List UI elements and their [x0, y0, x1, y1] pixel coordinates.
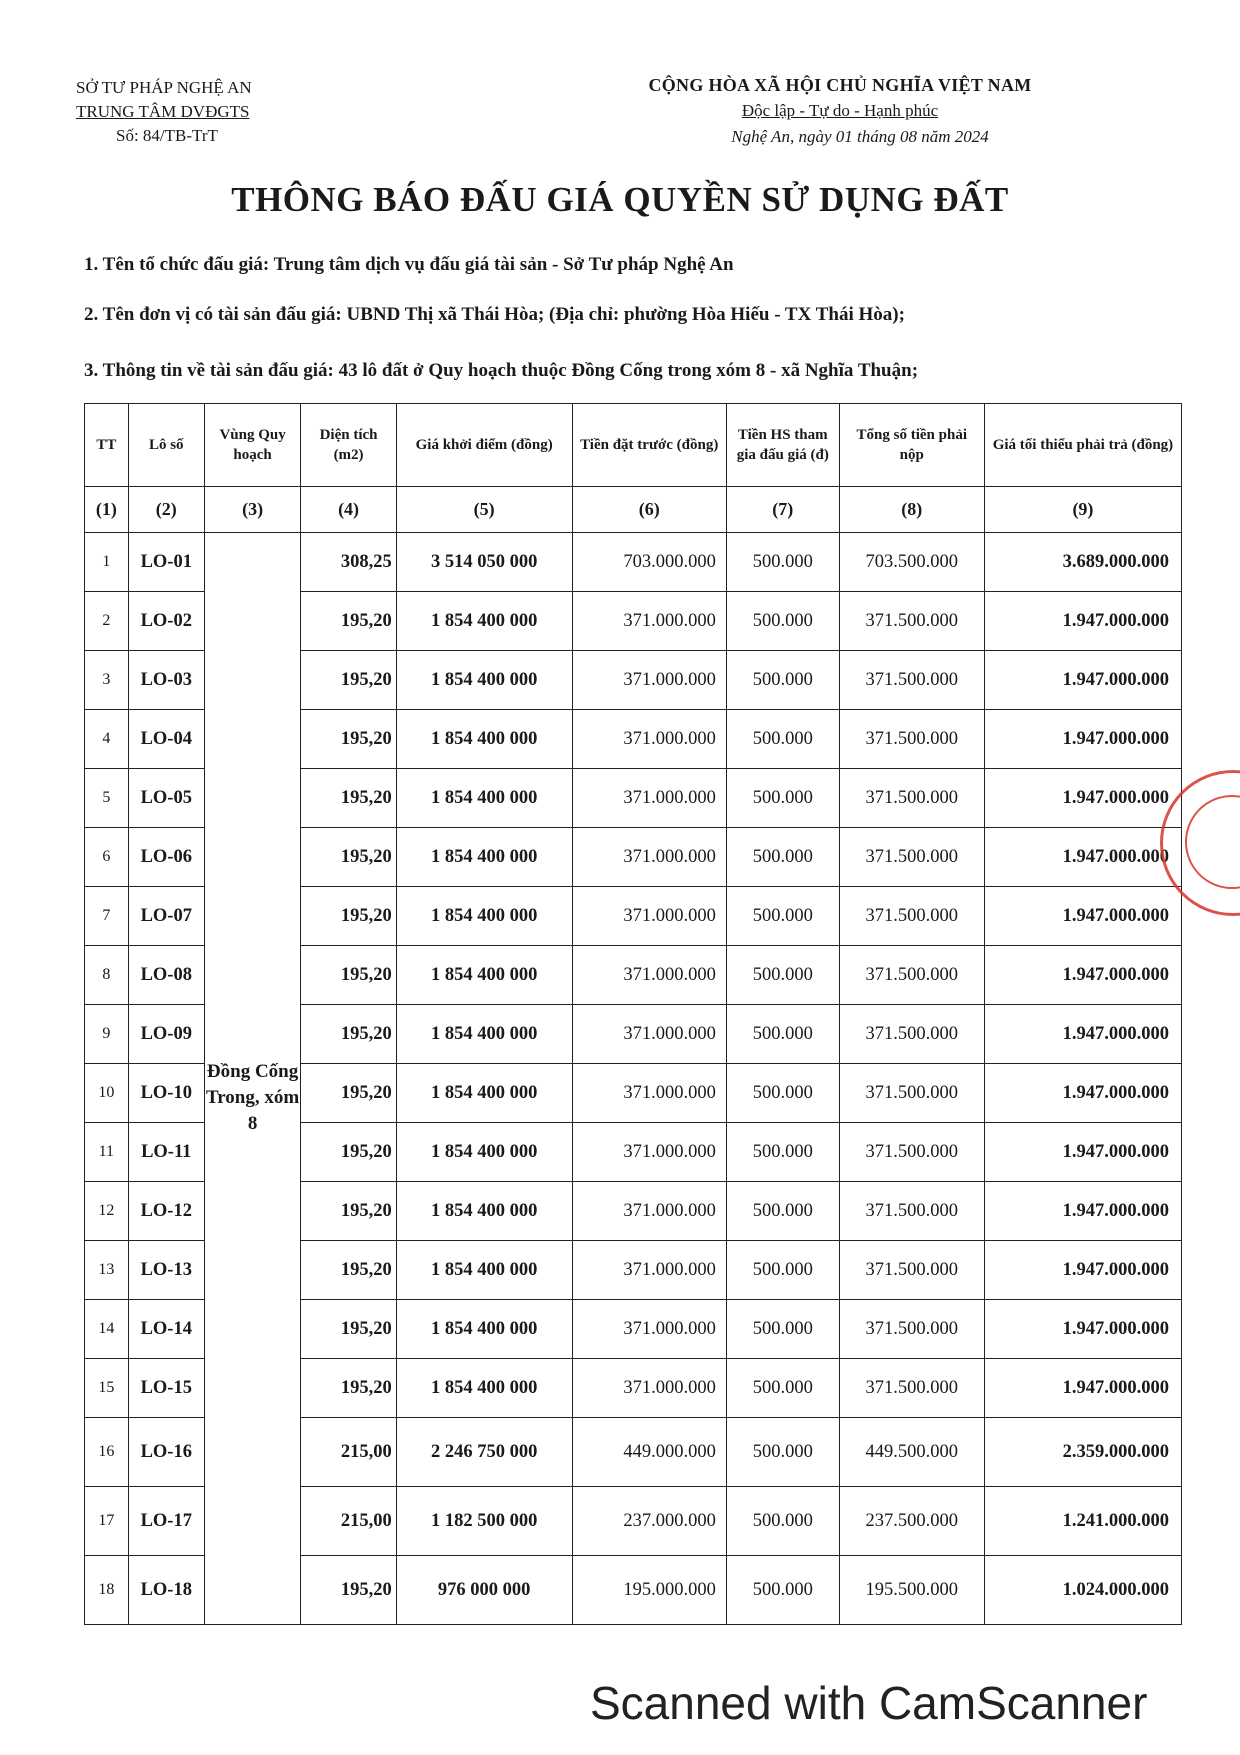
cell-min-price: 1.947.000.000 — [984, 1005, 1181, 1064]
cell-start-price: 3 514 050 000 — [396, 533, 572, 592]
info-line-2: 2. Tên đơn vị có tài sản đấu giá: UBND Thị xã Thái Hòa; (Địa chỉ: phường Hòa Hiếu - TX Thái Hòa); — [84, 304, 905, 325]
cell-fee: 500.000 — [726, 710, 839, 769]
cell-start-price: 1 854 400 000 — [396, 710, 572, 769]
cell-total: 371.500.000 — [839, 887, 984, 946]
cell-total: 371.500.000 — [839, 1241, 984, 1300]
cell-zone: Đồng Cống Trong, xóm 8 — [204, 533, 300, 1625]
cell-lot: LO-13 — [128, 1241, 204, 1300]
header-min-price: Giá tối thiểu phải trả (đồng) — [984, 404, 1181, 487]
cell-tt: 9 — [85, 1005, 129, 1064]
cell-area: 195,20 — [301, 1123, 396, 1182]
cell-lot: LO-15 — [128, 1359, 204, 1418]
cell-fee: 500.000 — [726, 769, 839, 828]
cell-total: 237.500.000 — [839, 1487, 984, 1556]
cell-tt: 10 — [85, 1064, 129, 1123]
cell-deposit: 371.000.000 — [572, 1064, 726, 1123]
cell-min-price: 1.947.000.000 — [984, 1241, 1181, 1300]
colnum-9: (9) — [984, 487, 1181, 533]
cell-area: 195,20 — [301, 887, 396, 946]
cell-area: 215,00 — [301, 1487, 396, 1556]
auction-table — [84, 403, 1182, 1625]
cell-lot: LO-12 — [128, 1182, 204, 1241]
cell-fee: 500.000 — [726, 1359, 839, 1418]
cell-lot: LO-06 — [128, 828, 204, 887]
cell-tt: 7 — [85, 887, 129, 946]
cell-start-price: 1 182 500 000 — [396, 1487, 572, 1556]
cell-total: 195.500.000 — [839, 1556, 984, 1625]
cell-lot: LO-02 — [128, 592, 204, 651]
cell-fee: 500.000 — [726, 1300, 839, 1359]
document-number: Số: 84/TB-TrT — [116, 126, 218, 145]
cell-tt: 14 — [85, 1300, 129, 1359]
cell-start-price: 2 246 750 000 — [396, 1418, 572, 1487]
cell-deposit: 371.000.000 — [572, 1182, 726, 1241]
cell-fee: 500.000 — [726, 1123, 839, 1182]
cell-area: 195,20 — [301, 1556, 396, 1625]
cell-tt: 11 — [85, 1123, 129, 1182]
agency-header — [76, 76, 306, 148]
cell-deposit: 371.000.000 — [572, 1359, 726, 1418]
cell-deposit: 371.000.000 — [572, 1123, 726, 1182]
cell-fee: 500.000 — [726, 592, 839, 651]
cell-tt: 6 — [85, 828, 129, 887]
cell-deposit: 371.000.000 — [572, 1241, 726, 1300]
header-fee: Tiền HS tham gia đấu giá (đ) — [726, 404, 839, 487]
info-line-1: 1. Tên tổ chức đấu giá: Trung tâm dịch vụ đấu giá tài sản - Sở Tư pháp Nghệ An — [84, 254, 734, 275]
cell-area: 195,20 — [301, 946, 396, 1005]
cell-area: 308,25 — [301, 533, 396, 592]
cell-deposit: 195.000.000 — [572, 1556, 726, 1625]
cell-min-price: 3.689.000.000 — [984, 533, 1181, 592]
cell-area: 195,20 — [301, 651, 396, 710]
cell-min-price: 1.947.000.000 — [984, 1064, 1181, 1123]
header-tt: TT — [85, 404, 129, 487]
cell-lot: LO-01 — [128, 533, 204, 592]
cell-lot: LO-07 — [128, 887, 204, 946]
cell-area: 195,20 — [301, 592, 396, 651]
cell-total: 371.500.000 — [839, 769, 984, 828]
cell-start-price: 1 854 400 000 — [396, 1064, 572, 1123]
nation-name: CỘNG HÒA XÃ HỘI CHỦ NGHĨA VIỆT NAM — [648, 75, 1032, 95]
cell-min-price: 2.359.000.000 — [984, 1418, 1181, 1487]
cell-area: 195,20 — [301, 828, 396, 887]
cell-tt: 3 — [85, 651, 129, 710]
agency-line-1: SỞ TƯ PHÁP NGHỆ AN — [76, 78, 252, 97]
cell-fee: 500.000 — [726, 1182, 839, 1241]
cell-area: 195,20 — [301, 1241, 396, 1300]
cell-area: 195,20 — [301, 1064, 396, 1123]
seal-inner-ring — [1185, 795, 1240, 889]
cell-fee: 500.000 — [726, 1556, 839, 1625]
cell-start-price: 1 854 400 000 — [396, 592, 572, 651]
scanner-watermark: Scanned with CamScanner — [590, 1677, 1148, 1729]
cell-total: 371.500.000 — [839, 946, 984, 1005]
cell-min-price: 1.947.000.000 — [984, 769, 1181, 828]
document-title: THÔNG BÁO ĐẤU GIÁ QUYỀN SỬ DỤNG ĐẤT — [231, 180, 1009, 219]
cell-min-price: 1.947.000.000 — [984, 1359, 1181, 1418]
cell-total: 371.500.000 — [839, 592, 984, 651]
cell-tt: 8 — [85, 946, 129, 1005]
nation-header — [580, 72, 1100, 150]
national-motto: Độc lập - Tự do - Hạnh phúc — [741, 101, 939, 120]
cell-area: 215,00 — [301, 1418, 396, 1487]
cell-lot: LO-10 — [128, 1064, 204, 1123]
cell-total: 371.500.000 — [839, 651, 984, 710]
cell-total: 371.500.000 — [839, 1359, 984, 1418]
cell-lot: LO-17 — [128, 1487, 204, 1556]
cell-area: 195,20 — [301, 710, 396, 769]
cell-fee: 500.000 — [726, 651, 839, 710]
cell-deposit: 449.000.000 — [572, 1418, 726, 1487]
cell-area: 195,20 — [301, 1005, 396, 1064]
cell-tt: 15 — [85, 1359, 129, 1418]
cell-deposit: 371.000.000 — [572, 651, 726, 710]
cell-lot: LO-04 — [128, 710, 204, 769]
cell-lot: LO-05 — [128, 769, 204, 828]
cell-tt: 1 — [85, 533, 129, 592]
cell-total: 371.500.000 — [839, 1300, 984, 1359]
cell-lot: LO-08 — [128, 946, 204, 1005]
cell-min-price: 1.947.000.000 — [984, 828, 1181, 887]
cell-start-price: 1 854 400 000 — [396, 1182, 572, 1241]
cell-total: 371.500.000 — [839, 1064, 984, 1123]
cell-area: 195,20 — [301, 1182, 396, 1241]
cell-min-price: 1.024.000.000 — [984, 1556, 1181, 1625]
header-start-price: Giá khởi điểm (đồng) — [396, 404, 572, 487]
cell-area: 195,20 — [301, 769, 396, 828]
cell-start-price: 1 854 400 000 — [396, 946, 572, 1005]
header-area: Diện tích (m2) — [301, 404, 396, 487]
document-date: Nghệ An, ngày 01 tháng 08 năm 2024 — [731, 127, 989, 146]
cell-start-price: 1 854 400 000 — [396, 769, 572, 828]
cell-tt: 2 — [85, 592, 129, 651]
cell-tt: 4 — [85, 710, 129, 769]
cell-tt: 5 — [85, 769, 129, 828]
cell-fee: 500.000 — [726, 887, 839, 946]
cell-min-price: 1.947.000.000 — [984, 651, 1181, 710]
cell-total: 371.500.000 — [839, 710, 984, 769]
info-line-3: 3. Thông tin về tài sản đấu giá: 43 lô đất ở Quy hoạch thuộc Đồng Cống trong xóm 8 - xã Nghĩa Thuận; — [84, 360, 919, 381]
cell-deposit: 237.000.000 — [572, 1487, 726, 1556]
cell-fee: 500.000 — [726, 828, 839, 887]
cell-min-price: 1.947.000.000 — [984, 710, 1181, 769]
cell-deposit: 371.000.000 — [572, 592, 726, 651]
cell-total: 449.500.000 — [839, 1418, 984, 1487]
header-zone: Vùng Quy hoạch — [204, 404, 300, 487]
colnum-4: (4) — [301, 487, 396, 533]
cell-start-price: 1 854 400 000 — [396, 1300, 572, 1359]
cell-tt: 17 — [85, 1487, 129, 1556]
cell-lot: LO-16 — [128, 1418, 204, 1487]
cell-deposit: 371.000.000 — [572, 887, 726, 946]
cell-min-price: 1.947.000.000 — [984, 887, 1181, 946]
header-total: Tổng số tiền phải nộp — [839, 404, 984, 487]
colnum-7: (7) — [726, 487, 839, 533]
cell-fee: 500.000 — [726, 1241, 839, 1300]
cell-min-price: 1.947.000.000 — [984, 946, 1181, 1005]
cell-tt: 16 — [85, 1418, 129, 1487]
colnum-5: (5) — [396, 487, 572, 533]
table-header-row — [85, 404, 1182, 487]
cell-start-price: 1 854 400 000 — [396, 1241, 572, 1300]
cell-lot: LO-18 — [128, 1556, 204, 1625]
cell-min-price: 1.947.000.000 — [984, 1300, 1181, 1359]
cell-total: 371.500.000 — [839, 1005, 984, 1064]
cell-min-price: 1.947.000.000 — [984, 1182, 1181, 1241]
cell-area: 195,20 — [301, 1359, 396, 1418]
cell-tt: 13 — [85, 1241, 129, 1300]
header-deposit: Tiền đặt trước (đồng) — [572, 404, 726, 487]
cell-fee: 500.000 — [726, 1487, 839, 1556]
cell-start-price: 1 854 400 000 — [396, 1005, 572, 1064]
agency-line-2: TRUNG TÂM DVĐGTS — [76, 102, 250, 121]
cell-start-price: 1 854 400 000 — [396, 828, 572, 887]
colnum-6: (6) — [572, 487, 726, 533]
cell-total: 371.500.000 — [839, 1123, 984, 1182]
cell-start-price: 976 000 000 — [396, 1556, 572, 1625]
cell-fee: 500.000 — [726, 1005, 839, 1064]
cell-fee: 500.000 — [726, 1418, 839, 1487]
colnum-1: (1) — [85, 487, 129, 533]
cell-lot: LO-11 — [128, 1123, 204, 1182]
cell-min-price: 1.947.000.000 — [984, 592, 1181, 651]
cell-deposit: 371.000.000 — [572, 769, 726, 828]
cell-deposit: 703.000.000 — [572, 533, 726, 592]
cell-tt: 12 — [85, 1182, 129, 1241]
cell-start-price: 1 854 400 000 — [396, 1123, 572, 1182]
cell-min-price: 1.947.000.000 — [984, 1123, 1181, 1182]
cell-lot: LO-03 — [128, 651, 204, 710]
cell-lot: LO-09 — [128, 1005, 204, 1064]
header-lot: Lô số — [128, 404, 204, 487]
cell-fee: 500.000 — [726, 1064, 839, 1123]
cell-deposit: 371.000.000 — [572, 946, 726, 1005]
cell-deposit: 371.000.000 — [572, 710, 726, 769]
cell-fee: 500.000 — [726, 533, 839, 592]
table-body — [85, 533, 1182, 1625]
cell-total: 371.500.000 — [839, 1182, 984, 1241]
cell-tt: 18 — [85, 1556, 129, 1625]
colnum-3: (3) — [204, 487, 300, 533]
cell-start-price: 1 854 400 000 — [396, 1359, 572, 1418]
cell-deposit: 371.000.000 — [572, 828, 726, 887]
cell-fee: 500.000 — [726, 946, 839, 1005]
cell-start-price: 1 854 400 000 — [396, 651, 572, 710]
colnum-2: (2) — [128, 487, 204, 533]
table-row — [85, 533, 1182, 592]
cell-deposit: 371.000.000 — [572, 1005, 726, 1064]
cell-area: 195,20 — [301, 1300, 396, 1359]
column-number-row — [85, 487, 1182, 533]
cell-start-price: 1 854 400 000 — [396, 887, 572, 946]
cell-total: 703.500.000 — [839, 533, 984, 592]
cell-lot: LO-14 — [128, 1300, 204, 1359]
cell-total: 371.500.000 — [839, 828, 984, 887]
colnum-8: (8) — [839, 487, 984, 533]
cell-min-price: 1.241.000.000 — [984, 1487, 1181, 1556]
cell-deposit: 371.000.000 — [572, 1300, 726, 1359]
